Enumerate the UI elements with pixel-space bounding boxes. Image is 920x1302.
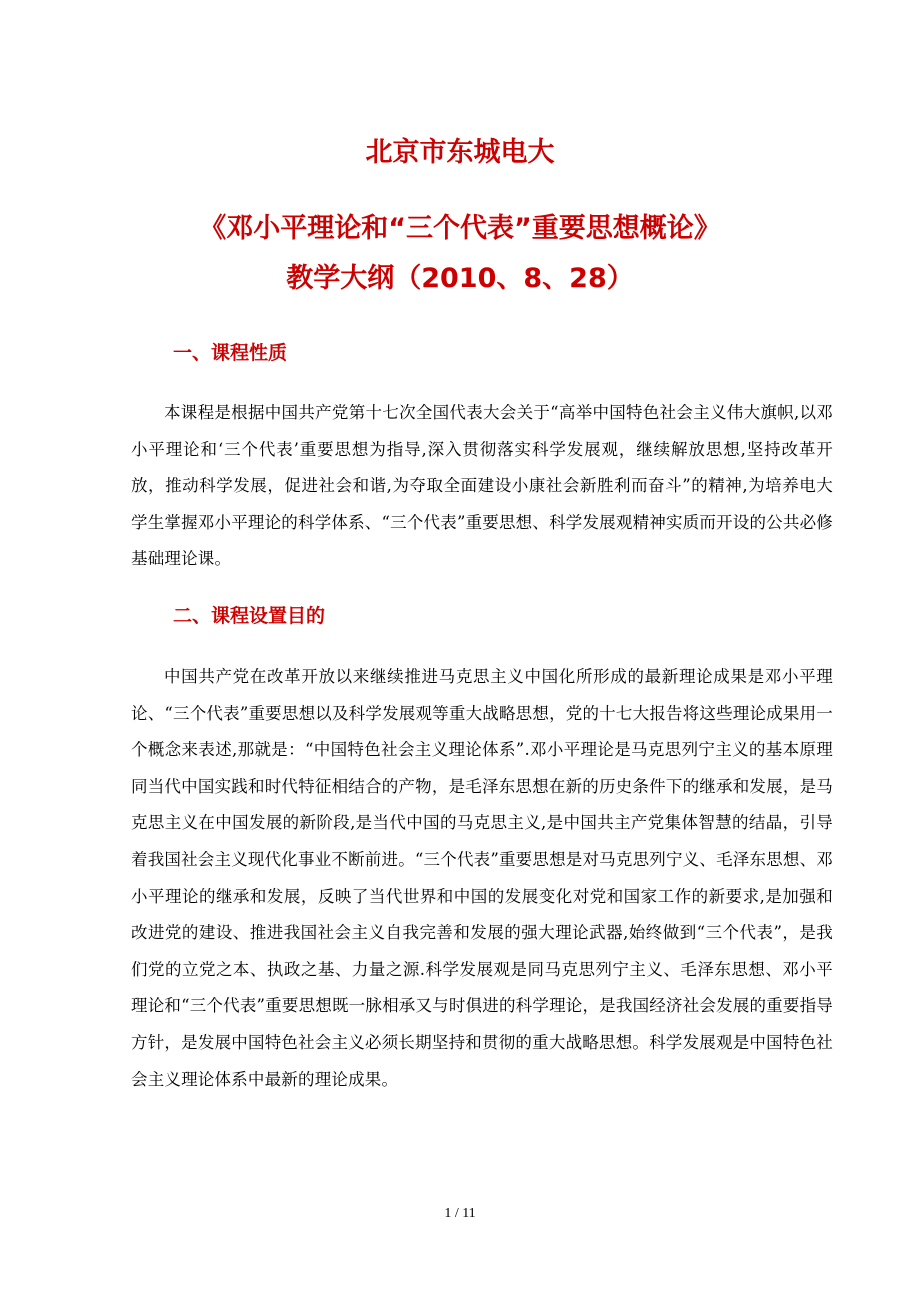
section-heading-course-purpose: 二、课程设置目的 <box>173 605 326 627</box>
document-subtitle: 教学大纲（2010、8、28） <box>286 263 634 294</box>
page-number: 1 / 11 <box>444 1206 476 1221</box>
document-course-title: 《邓小平理论和“三个代表”重要思想概论》 <box>199 213 721 244</box>
section-body-course-purpose: 中国共产党在改革开放以来继续推进马克思主义中国化所形成的最新理论成果是邓小平理论、“三个代表”重要思想以及科学发展观等重大战略思想，党的十七大报告将这些理论成果用一个概念来表述,那就是：“中国特色社会主义理论体系”.邓小平理论是马克思列宁主义的基本原理同当代中国实践和时代特征相结合的产物，是毛泽东思想在新的历史条件下的继承和发展，是马克思主义在中国发展的新阶段,是当代中国的马克思主义,是中国共主产党集体智慧的结晶，引导着我国社会主义现代化事业不断前进。“三个代表”重要思想是对马克思列宁义、毛泽东思想、邓小平理论的继承和发展，反映了当代世界和中国的发展变化对党和国家工作的新要求,是加强和改进党的建设、推进我国社会主义自我完善和发展的强大理论武器,始终做到“三个代表”，是我们党的立党之本、执政之基、力量之源.科学发展观是同马克思列宁主义、毛泽东思想、邓小平理论和“三个代表”重要思想既一脉相承又与时俱进的科学理论，是我国经济社会发展的重要指导方针，是发展中国特色社会主义必须长期坚持和贯彻的重大战略思想。科学发展观是中国特色社会主义理论体系中最新的理论成果。 <box>131 667 833 1089</box>
section-body-course-nature: 本课程是根据中国共产党第十七次全国代表大会关于“高举中国特色社会主义伟大旗帜,以邓小平理论和‘三个代表’重要思想为指导,深入贯彻落实科学发展观，继续解放思想,坚持改革开放，推动科学发展，促进社会和谐,为夺取全面建设小康社会新胜利而奋斗”的精神,为培养电大学生掌握邓小平理论的科学体系、“三个代表”重要思想、科学发展观精神实质而开设的公共必修基础理论课。 <box>131 403 833 569</box>
document-school-title: 北京市东城电大 <box>365 137 555 168</box>
section-heading-course-nature: 一、课程性质 <box>173 342 288 364</box>
